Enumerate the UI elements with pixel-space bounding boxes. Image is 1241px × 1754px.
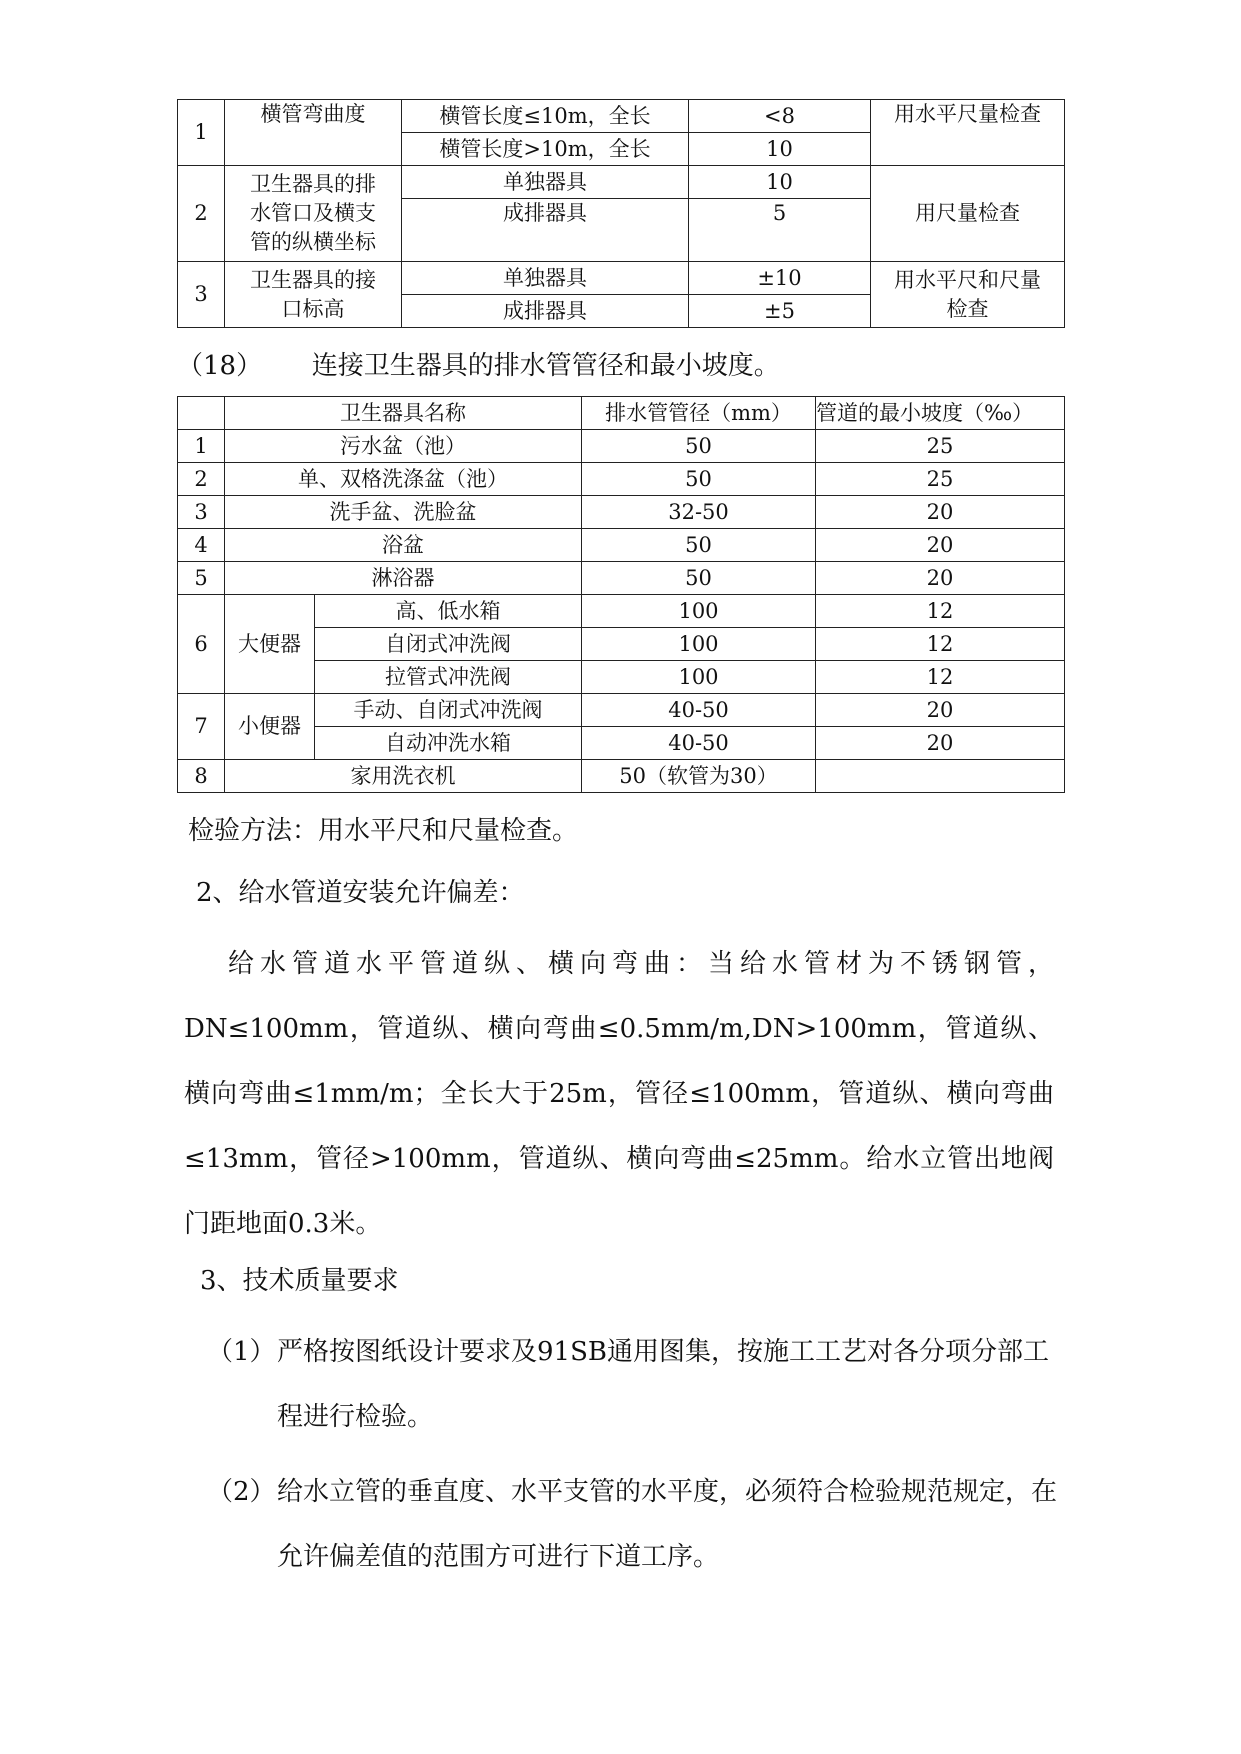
row-number: 7	[178, 694, 225, 760]
item-name: 横管弯曲度	[225, 100, 402, 166]
slope-cell: 12	[816, 595, 1065, 628]
diameter-cell: 32-50	[582, 496, 816, 529]
diameter-cell: 50（软管为30）	[582, 760, 816, 793]
slope-cell: 20	[816, 562, 1065, 595]
condition-cell: 成排器具	[402, 199, 689, 262]
table-row	[178, 430, 1065, 463]
slope-cell: 20	[816, 529, 1065, 562]
header-number	[178, 397, 225, 430]
row-number: 4	[178, 529, 225, 562]
condition-cell: 单独器具	[402, 166, 689, 199]
table-row	[178, 529, 1065, 562]
table-row	[178, 496, 1065, 529]
drain-pipe-table	[177, 396, 1065, 793]
item-number: （1）	[207, 1337, 276, 1367]
fixture-name: 拉管式冲洗阀	[315, 661, 582, 694]
condition-cell: 横管长度>10m，全长	[402, 133, 689, 166]
table-row	[178, 760, 1065, 793]
table-row	[178, 100, 1065, 133]
group-label: 大便器	[225, 595, 315, 694]
row-number: 3	[178, 496, 225, 529]
row-number: 6	[178, 595, 225, 694]
row-number: 3	[178, 262, 225, 328]
slope-cell: 20	[816, 694, 1065, 727]
group-label: 小便器	[225, 694, 315, 760]
diameter-cell: 50	[582, 463, 816, 496]
fixture-name: 家用洗衣机	[225, 760, 582, 793]
allowable-deviation-table	[177, 99, 1065, 328]
requirement-item-2	[207, 1460, 1057, 1590]
value-cell: <8	[689, 100, 871, 133]
inspection-method: 检验方法：用水平尺和尺量检查。	[188, 816, 579, 846]
condition-cell: 成排器具	[402, 295, 689, 328]
diameter-cell: 50	[582, 529, 816, 562]
value-cell: ±5	[689, 295, 871, 328]
header-slope: 管道的最小坡度（‰）	[816, 397, 1065, 430]
diameter-cell: 100	[582, 595, 816, 628]
method-cell: 用尺量检查	[871, 166, 1065, 262]
value-cell: 10	[689, 133, 871, 166]
table-caption: （18） 连接卫生器具的排水管管径和最小坡度。	[177, 351, 780, 381]
requirement-item-1	[207, 1320, 1057, 1450]
method-cell: 用水平尺和尺量 检查	[871, 262, 1065, 328]
item-text: 给水立管的垂直度、水平支管的水平度，必须符合检验规范规定，在允许偏差值的范围方可进行下道工序。	[277, 1477, 1058, 1572]
table-row	[178, 166, 1065, 199]
row-number: 5	[178, 562, 225, 595]
row-number: 2	[178, 463, 225, 496]
fixture-name: 单、双格洗涤盆（池）	[225, 463, 582, 496]
fixture-name: 淋浴器	[225, 562, 582, 595]
method-cell: 用水平尺量检查	[871, 100, 1065, 166]
fixture-name: 洗手盆、洗脸盆	[225, 496, 582, 529]
row-number: 1	[178, 100, 225, 166]
item-text: 严格按图纸设计要求及91SB通用图集，按施工工艺对各分项分部工程进行检验。	[277, 1337, 1050, 1432]
condition-cell: 横管长度≤10m，全长	[402, 100, 689, 133]
value-cell: 10	[689, 166, 871, 199]
diameter-cell: 40-50	[582, 727, 816, 760]
diameter-cell: 50	[582, 430, 816, 463]
fixture-name: 自动冲洗水箱	[315, 727, 582, 760]
diameter-cell: 50	[582, 562, 816, 595]
item-name: 卫生器具的接 口标高	[225, 262, 402, 328]
slope-cell: 25	[816, 430, 1065, 463]
table-row	[178, 262, 1065, 295]
fixture-name: 手动、自闭式冲洗阀	[315, 694, 582, 727]
slope-cell: 12	[816, 628, 1065, 661]
table-row	[178, 595, 1065, 628]
section-2-title: 2、给水管道安装允许偏差：	[196, 878, 525, 908]
row-number: 8	[178, 760, 225, 793]
fixture-name: 污水盆（池）	[225, 430, 582, 463]
condition-cell: 单独器具	[402, 262, 689, 295]
row-number: 2	[178, 166, 225, 262]
fixture-name: 浴盆	[225, 529, 582, 562]
slope-cell: 12	[816, 661, 1065, 694]
fixture-name: 高、低水箱	[315, 595, 582, 628]
table-header-row	[178, 397, 1065, 430]
header-diameter: 排水管管径（mm）	[582, 397, 816, 430]
slope-cell: 20	[816, 727, 1065, 760]
item-number: （2）	[207, 1477, 276, 1507]
section-3-title: 3、技术质量要求	[200, 1266, 399, 1296]
value-cell: ±10	[689, 262, 871, 295]
section-2-body: 给水管道水平管道纵、横向弯曲：当给水管材为不锈钢管，DN≤100mm，管道纵、横向弯曲≤0.5mm/m,DN>100mm，管道纵、横向弯曲≤1mm/m；全长大于25m，管径≤100mm，管道纵、横向弯曲≤13mm，管径>100mm，管道纵、横向弯曲≤25mm。给水立管出地阀门距地面0.3米。	[184, 949, 1054, 1239]
slope-cell: 20	[816, 496, 1065, 529]
slope-cell: 25	[816, 463, 1065, 496]
slope-cell	[816, 760, 1065, 793]
diameter-cell: 100	[582, 661, 816, 694]
table-row	[178, 694, 1065, 727]
value-cell: 5	[689, 199, 871, 262]
fixture-name: 自闭式冲洗阀	[315, 628, 582, 661]
diameter-cell: 100	[582, 628, 816, 661]
table-row	[178, 562, 1065, 595]
header-name: 卫生器具名称	[225, 397, 582, 430]
row-number: 1	[178, 430, 225, 463]
item-name: 卫生器具的排 水管口及横支 管的纵横坐标	[225, 166, 402, 262]
diameter-cell: 40-50	[582, 694, 816, 727]
table-row	[178, 463, 1065, 496]
